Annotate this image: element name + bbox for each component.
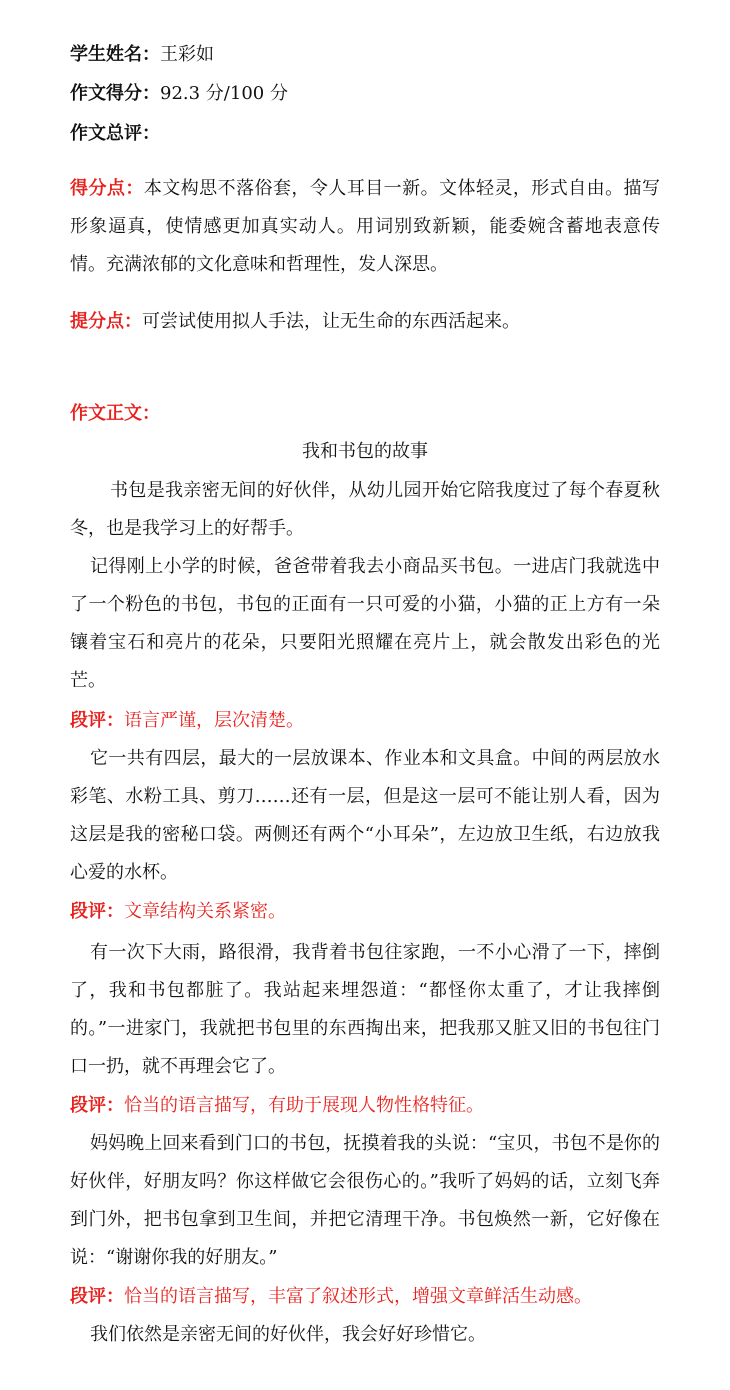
comment-1-text: 语言严谨，层次清楚。 (124, 710, 304, 731)
essay-title: 我和书包的故事 (302, 441, 428, 462)
strength-paragraph (70, 170, 660, 284)
essay-paragraph-1: 书包是我亲密无间的好伙伴，从幼儿园开始它陪我度过了每个春夏秋冬，也是我学习上的好帮手。 (70, 480, 660, 539)
comment-4-text: 恰当的语言描写，丰富了叙述形式，增强文章鲜活生动感。 (124, 1286, 592, 1307)
comment-4 (70, 1278, 660, 1316)
comment-2 (70, 893, 660, 931)
comment-2-label: 段评： (70, 901, 124, 922)
comment-4-label: 段评： (70, 1286, 124, 1307)
comment-1-label: 段评： (70, 710, 124, 731)
review-heading (70, 122, 160, 146)
comment-3-text: 恰当的语言描写，有助于展现人物性格特征。 (124, 1095, 484, 1116)
comment-3 (70, 1087, 660, 1125)
student-name-label: 学生姓名： (70, 44, 160, 65)
comment-1 (70, 702, 660, 740)
student-name-value: 王彩如 (160, 44, 214, 65)
improve-text: 可尝试使用拟人手法，让无生命的东西活起来。 (142, 311, 520, 332)
essay-heading: 作文正文： (70, 403, 160, 424)
score-line (70, 82, 288, 106)
student-name-line (70, 43, 214, 67)
strength-text: 本文构思不落俗套，令人耳目一新。文体轻灵，形式自由。描写形象逼真，使情感更加真实动人。用词别致新颖，能委婉含蓄地表意传情。充满浓郁的文化意味和哲理性，发人深思。 (70, 178, 661, 275)
review-label: 作文总评： (70, 123, 160, 144)
score-value: 92.3 分/100 分 (160, 83, 288, 104)
comment-3-label: 段评： (70, 1095, 124, 1116)
essay-paragraph-5: 妈妈晚上回来看到门口的书包，抚摸着我的头说：“宝贝，书包不是你的好伙伴，好朋友吗？你这样做它会很伤心的。”我听了妈妈的话，立刻飞奔到门外，把书包拿到卫生间，并把它清理干净。书包焕然一新，它好像在说：“谢谢你我的好朋友。” (70, 1133, 660, 1268)
essay-paragraph-2: 记得刚上小学的时候，爸爸带着我去小商品买书包。一进店门我就选中了一个粉色的书包，书包的正面有一只可爱的小猫，小猫的正上方有一朵镶着宝石和亮片的花朵，只要阳光照耀在亮片上，就会散发出彩色的光芒。 (70, 556, 660, 691)
strength-label: 得分点： (70, 178, 144, 199)
essay-paragraph-4: 有一次下大雨，路很滑，我背着书包往家跑，一不小心滑了一下，摔倒了，我和书包都脏了。我站起来埋怨道：“都怪你太重了，才让我摔倒的。”一进家门，我就把书包里的东西掏出来，把我那又脏又旧的书包往门口一扔，就不再理会它了。 (70, 942, 660, 1077)
score-label: 作文得分： (70, 83, 160, 104)
essay-paragraph-3: 它一共有四层，最大的一层放课本、作业本和文具盒。中间的两层放水彩笔、水粉工具、剪刀……还有一层，但是这一层可不能让别人看，因为这层是我的密秘口袋。两侧还有两个“小耳朵”，左边放卫生纸，右边放我心爱的水杯。 (70, 748, 660, 883)
essay-paragraph-6: 我们依然是亲密无间的好伙伴，我会好好珍惜它。 (90, 1324, 486, 1345)
improve-paragraph (70, 303, 660, 341)
improve-label: 提分点： (70, 311, 142, 332)
comment-2-text: 文章结构关系紧密。 (124, 901, 286, 922)
